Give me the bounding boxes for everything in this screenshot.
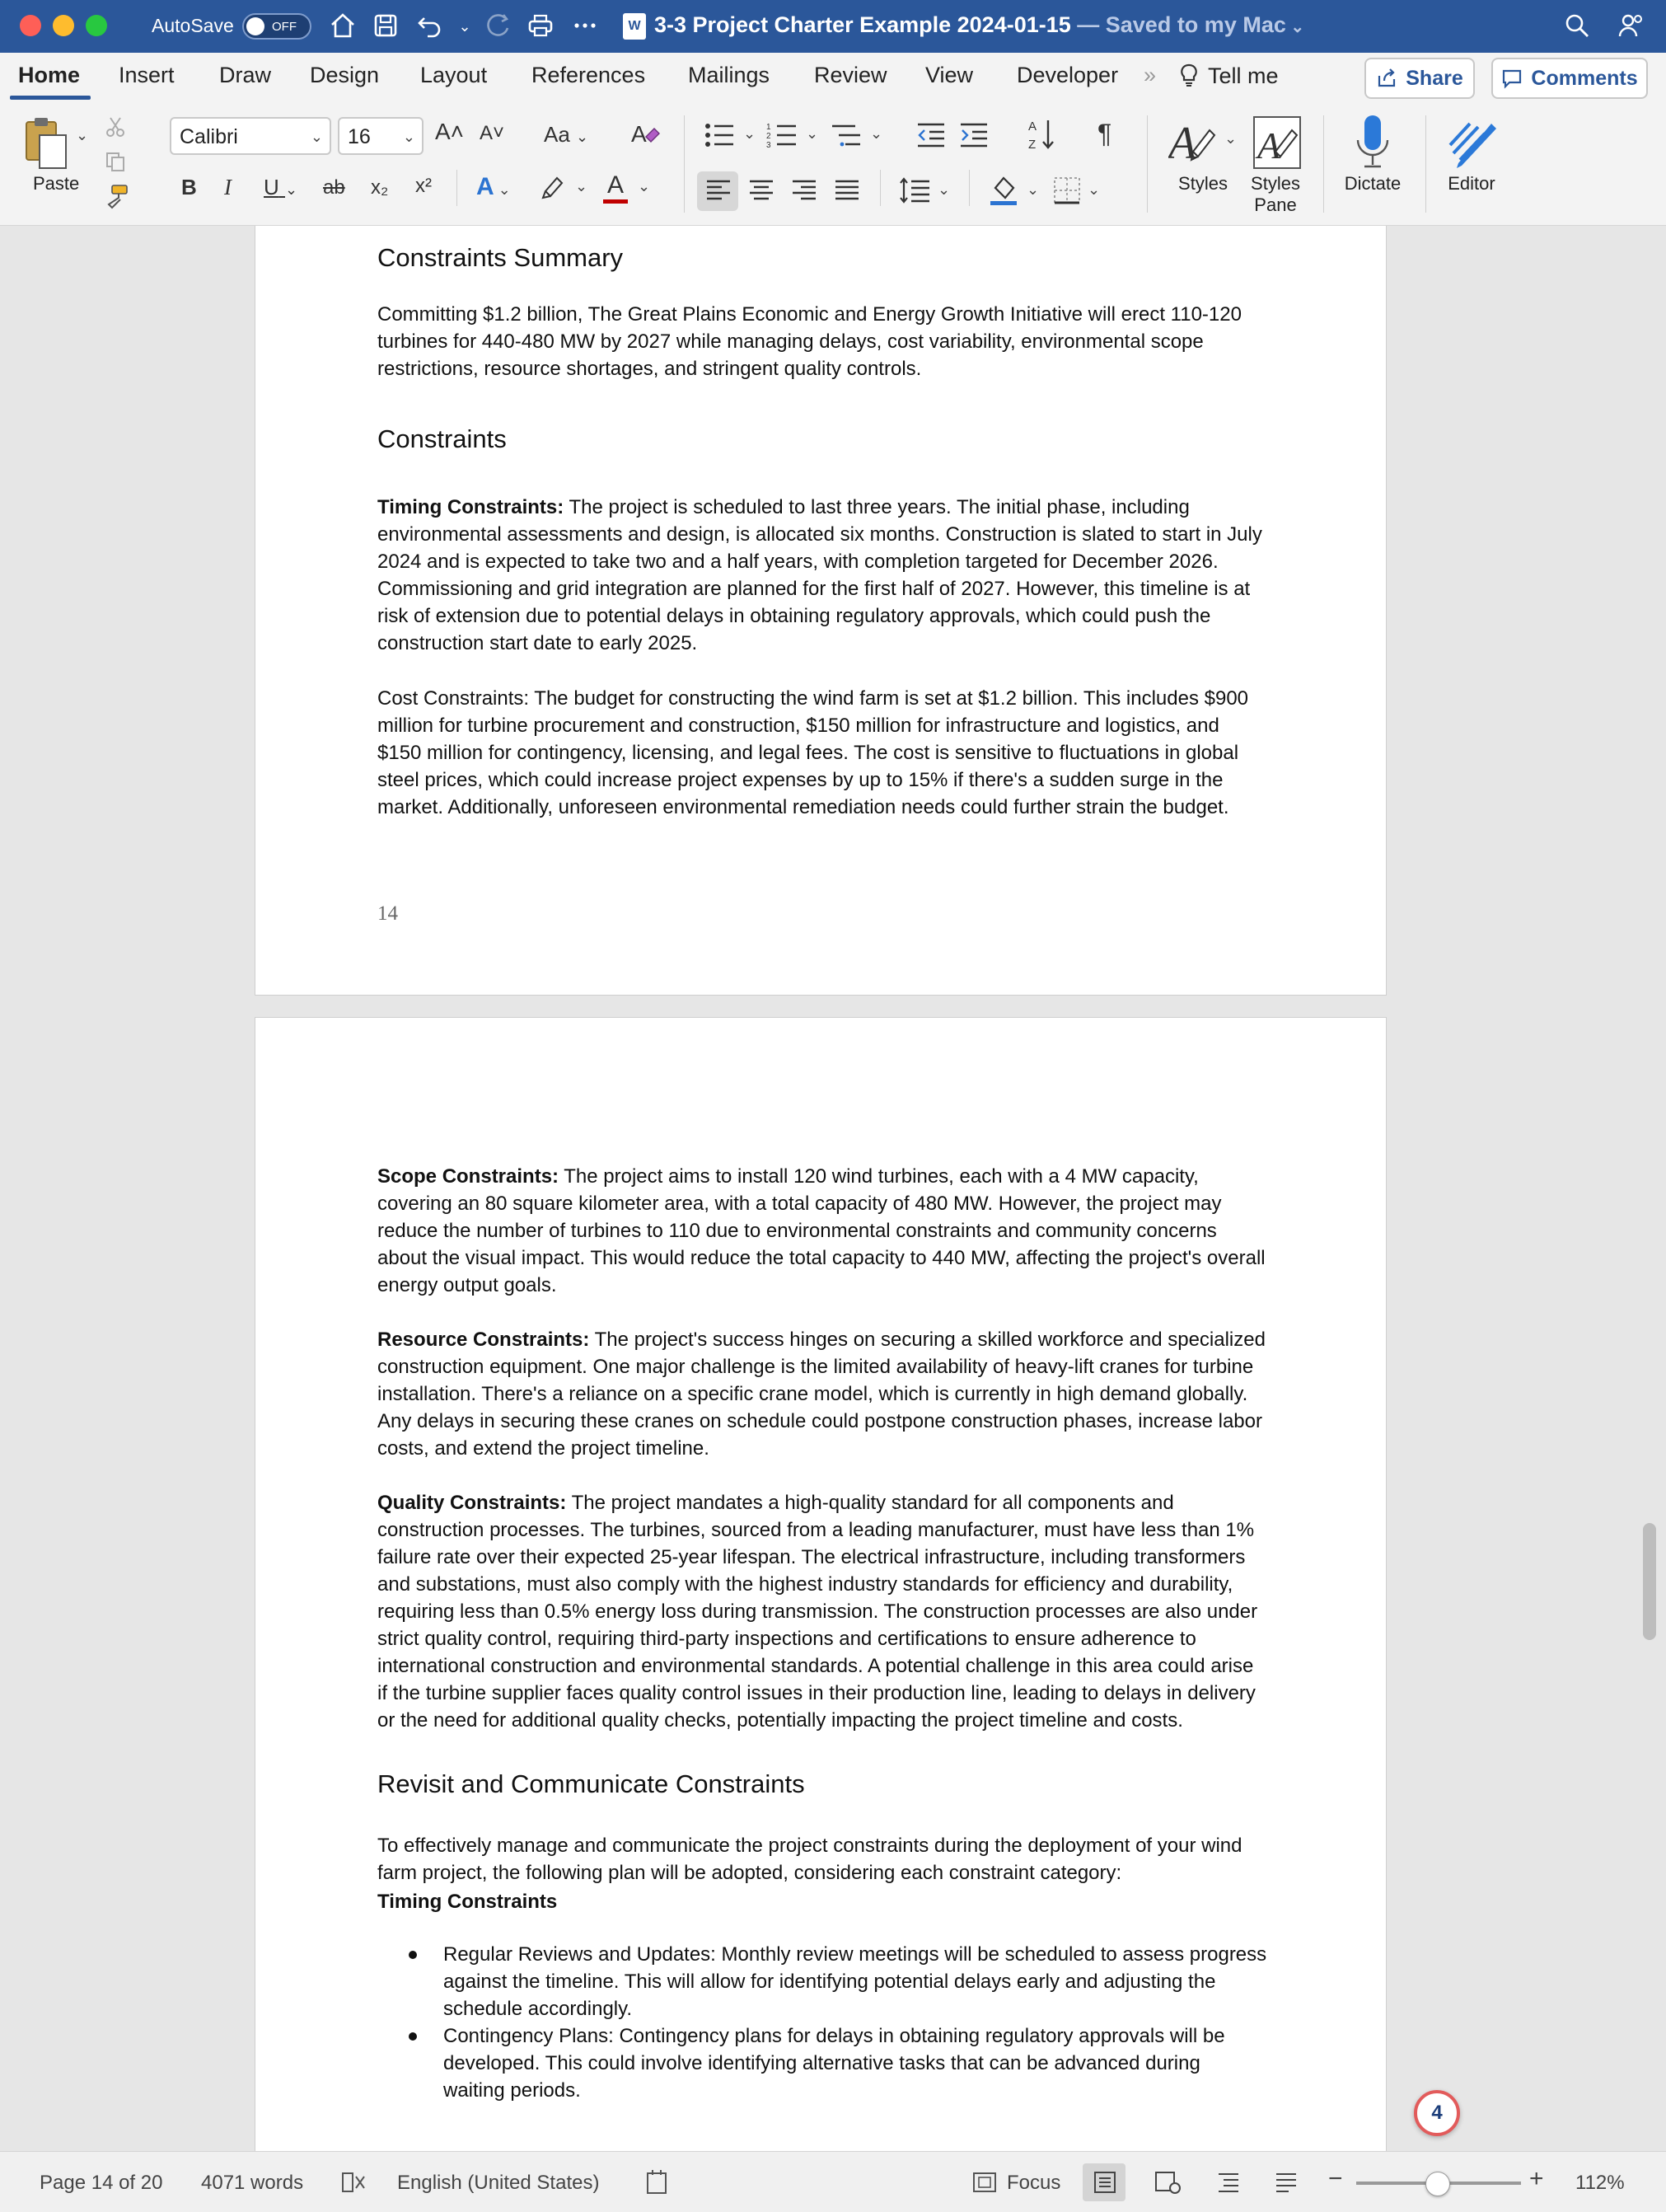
styles-icon[interactable] (1168, 115, 1219, 173)
page-number: 14 (377, 902, 398, 925)
multilevel-dropdown-icon[interactable]: ⌄ (870, 125, 883, 142)
paste-label: Paste (33, 173, 80, 194)
cut-icon[interactable] (104, 115, 127, 138)
undo-icon[interactable] (415, 12, 445, 41)
active-tab-indicator (10, 96, 91, 100)
timing-constraints-subheading: Timing Constraints (377, 1891, 558, 1913)
svg-text:1: 1 (766, 123, 771, 132)
document-page-14[interactable] (255, 226, 1387, 996)
title-chevron-down-icon: ⌄ (1285, 18, 1305, 36)
highlight-icon[interactable] (539, 173, 569, 206)
align-left-icon[interactable] (705, 178, 732, 203)
svg-text:A: A (1168, 118, 1197, 169)
quality-constraints-paragraph (377, 1489, 1267, 1734)
line-spacing-dropdown-icon[interactable]: ⌄ (938, 181, 951, 198)
document-title[interactable] (654, 12, 1304, 38)
chevron-down-icon: ⌄ (285, 181, 298, 198)
zoom-level[interactable]: 112% (1575, 2172, 1625, 2194)
share-button[interactable] (1364, 58, 1475, 99)
grow-font-button[interactable]: A˄ (435, 119, 465, 144)
tab-mailings[interactable]: Mailings (688, 63, 770, 87)
shading-icon[interactable] (989, 173, 1020, 206)
styles-pane-label: Styles Pane (1251, 173, 1300, 215)
chevron-down-icon: ⌄ (494, 181, 511, 198)
divider (456, 170, 457, 206)
web-layout-icon[interactable] (1154, 2170, 1182, 2195)
decrease-indent-icon[interactable] (916, 120, 946, 150)
home-icon[interactable] (328, 12, 358, 41)
lightbulb-icon (1178, 63, 1200, 87)
ribbon-tabs (0, 53, 1666, 102)
divider (1425, 115, 1426, 213)
svg-text:A: A (631, 121, 647, 147)
redo-icon[interactable] (483, 12, 512, 41)
font-name-select[interactable] (170, 117, 331, 155)
search-icon[interactable] (1562, 12, 1592, 41)
scope-constraints-paragraph (377, 1163, 1267, 1299)
more-tabs-chevron-icon[interactable]: » (1144, 63, 1157, 87)
list-item: Regular Reviews and Updates: Monthly review meetings will be scheduled to assess progress against the timeline. This will allow for identifying potential delays early and adjusting the schedule accordingly. (377, 1941, 1267, 2022)
increase-indent-icon[interactable] (959, 120, 989, 150)
tab-draw[interactable]: Draw (219, 63, 272, 87)
outline-view-icon[interactable] (1216, 2170, 1241, 2195)
comments-button[interactable] (1491, 58, 1648, 99)
focus-mode-button[interactable]: Focus (1007, 2172, 1061, 2194)
svg-text:A: A (1257, 124, 1281, 166)
align-right-icon[interactable] (791, 178, 817, 203)
tab-developer[interactable]: Developer (1017, 63, 1119, 87)
autosave-label: AutoSave (152, 15, 234, 36)
chevron-down-icon: ⌄ (310, 129, 323, 145)
svg-text:Z: Z (1028, 138, 1037, 152)
accessibility-icon[interactable] (644, 2168, 671, 2196)
underline-button[interactable] (264, 175, 297, 200)
timing-constraints-text: The project is scheduled to last three years. The initial phase, including environmental assessments and design, is allocated six months. Construction is slated to start in July 2024 and is expected to take two and a half years, with completion targeted for December 2026. Commissioning and grid integration are planned for the first half of 2027. However, this timeline is at risk of extension due to potential delays in obtaining regulatory approvals, which could push the construction start date to early 2025. (377, 496, 1262, 654)
language-indicator[interactable]: English (United States) (397, 2172, 600, 2194)
font-name-value: Calibri (180, 125, 238, 148)
scope-constraints-label: Scope Constraints: (377, 1165, 559, 1188)
justify-icon[interactable] (834, 178, 860, 203)
quality-constraints-label: Quality Constraints: (377, 1492, 567, 1514)
numbering-dropdown-icon[interactable]: ⌄ (806, 125, 819, 142)
shading-dropdown-icon[interactable]: ⌄ (1027, 181, 1040, 198)
draft-view-icon[interactable] (1274, 2170, 1299, 2195)
proofing-icon[interactable] (339, 2170, 367, 2195)
list-item: Contingency Plans: Contingency plans for delays in obtaining regulatory approvals will be developed. This could involve identifying alternative tasks that can be advanced during waiting periods. (377, 2022, 1267, 2104)
line-spacing-icon[interactable] (900, 176, 931, 204)
show-formatting-marks-button[interactable]: ¶ (1097, 119, 1112, 148)
dictate-label: Dictate (1344, 173, 1402, 194)
zoom-out-button[interactable]: − (1328, 2165, 1343, 2192)
timing-constraints-label: Timing Constraints: (377, 496, 564, 518)
resource-constraints-text: The project's success hinges on securing a skilled workforce and specialized construction equipment. One major challenge is the limited availability of heavy-lift cranes for turbine installation. There's a reliance on a specific crane model, which is currently in high demand globally. Any delays in securing these cranes on schedule could postpone construction phases, increase labor costs, and extend the project timeline. (377, 1329, 1266, 1460)
vertical-scrollbar[interactable] (1643, 1523, 1656, 1640)
font-color-dropdown-icon[interactable]: ⌄ (638, 178, 651, 194)
styles-pane-icon[interactable] (1251, 114, 1303, 171)
zoom-in-button[interactable]: + (1529, 2165, 1544, 2192)
word-doc-icon: W (623, 13, 646, 40)
title-bar (0, 0, 1666, 53)
font-size-select[interactable] (338, 117, 424, 155)
highlight-dropdown-icon[interactable]: ⌄ (575, 178, 588, 194)
save-status: — Saved to my Mac (1070, 12, 1286, 37)
font-color-button[interactable]: A (603, 171, 628, 204)
text-effects-button[interactable] (476, 173, 511, 201)
tell-me-label: Tell me (1208, 63, 1279, 88)
shrink-font-button[interactable]: A˅ (480, 122, 505, 144)
copy-icon[interactable] (104, 150, 127, 173)
toggle-knob (246, 17, 264, 35)
scope-constraints-text: The project aims to install 120 wind turbines, each with a 4 MW capacity, covering an 80 square kilometer area, with a total capacity of 480 MW. However, the project may reduce the number of turbines to 110 due to environmental constraints and community concerns about the visual impact. This would reduce the total capacity to 440 MW, affecting the project's overall energy output goals. (377, 1165, 1266, 1296)
word-count[interactable]: 4071 words (201, 2172, 304, 2194)
bullets-icon[interactable] (704, 120, 737, 150)
timing-constraints-paragraph (377, 494, 1267, 657)
tab-layout[interactable]: Layout (420, 63, 488, 87)
paste-icon[interactable] (23, 115, 69, 170)
divider (684, 115, 685, 213)
svg-text:A: A (1028, 120, 1037, 134)
tab-home[interactable]: Home (18, 63, 81, 87)
print-icon[interactable] (526, 12, 555, 41)
bold-button[interactable]: B (181, 175, 197, 199)
window-controls (20, 15, 107, 36)
text-effects-label: A (476, 173, 494, 200)
bullets-dropdown-icon[interactable]: ⌄ (743, 125, 756, 142)
heading-revisit-communicate: Revisit and Communicate Constraints (377, 1769, 805, 1798)
tab-references[interactable]: References (531, 63, 646, 87)
font-size-value: 16 (348, 125, 371, 148)
comment-icon (1501, 68, 1523, 89)
document-page-15[interactable] (255, 1017, 1387, 2151)
editor-icon[interactable] (1445, 114, 1503, 171)
resource-constraints-paragraph (377, 1326, 1267, 1462)
multilevel-list-icon[interactable] (831, 120, 863, 150)
undo-dropdown-icon[interactable]: ⌄ (458, 18, 471, 35)
divider (1147, 115, 1148, 213)
heading-constraints-summary: Constraints Summary (377, 243, 624, 272)
superscript-button[interactable]: x² (415, 175, 432, 197)
resource-constraints-label: Resource Constraints: (377, 1329, 590, 1351)
strikethrough-button[interactable]: ab (323, 176, 345, 199)
share-icon (1376, 68, 1397, 89)
minimize-window-button[interactable] (53, 15, 74, 36)
autosave-state: OFF (272, 20, 297, 34)
chevron-down-icon: ⌄ (402, 129, 415, 145)
microphone-icon[interactable] (1355, 114, 1391, 171)
editor-label: Editor (1448, 173, 1495, 194)
numbering-icon[interactable] (766, 120, 799, 150)
change-case-button[interactable] (544, 122, 588, 148)
subscript-button[interactable]: x₂ (371, 176, 389, 199)
revisit-intro-paragraph: To effectively manage and communicate the project constraints during the deployment of your wind farm project, the following plan will be adopted, considering each constraint category: (377, 1835, 1242, 1884)
svg-text:2: 2 (766, 132, 771, 141)
summary-paragraph: Committing $1.2 billion, The Great Plains Economic and Energy Growth Initiative will erect 110-120 turbines for 440-480 MW by 2027 while managing delays, cost variability, environmental scope restrictions, resource shortages, and stringent quality controls. (377, 303, 1242, 380)
tab-review[interactable]: Review (814, 63, 887, 87)
borders-icon[interactable] (1053, 176, 1081, 204)
timing-constraints-list (377, 1941, 1267, 2104)
paste-dropdown-icon[interactable]: ⌄ (76, 127, 89, 143)
clear-formatting-icon[interactable] (629, 119, 661, 150)
status-bar (0, 2151, 1666, 2212)
tab-view[interactable]: View (925, 63, 974, 87)
zoom-slider-handle[interactable] (1425, 2172, 1450, 2196)
cost-constraints-paragraph: Cost Constraints: The budget for constructing the wind farm is set at $1.2 billion. This includes $900 million for turbine procurement and construction, $150 million for infrastructure and logistics, and $150 million for contingency, licensing, and legal fees. The cost is sensitive to fluctuations in global steel prices, which could increase project expenses by up to 15% if there's a sudden surge in the market. Additionally, unforeseen environmental remediation needs could further strain the budget. (377, 687, 1249, 818)
underline-label: U (264, 175, 279, 199)
chevron-down-icon: ⌄ (576, 129, 589, 145)
tab-design[interactable]: Design (310, 63, 380, 87)
divider (880, 170, 881, 206)
divider (1323, 115, 1324, 213)
styles-label: Styles (1178, 173, 1228, 194)
zoom-window-button[interactable] (86, 15, 107, 36)
heading-constraints: Constraints (377, 424, 507, 453)
sort-icon[interactable] (1027, 117, 1056, 152)
italic-button[interactable]: I (224, 175, 232, 199)
close-window-button[interactable] (20, 15, 41, 36)
quality-constraints-text: The project mandates a high-quality standard for all components and construction processes. The turbines, sourced from a leading manufacturer, must have less than 1% failure rate over their expected 25-year lifespan. The electrical infrastructure, including transformers and substations, must also comply with the highest industry standards for efficiency and durability, requiring less than 0.5% energy loss during transmission. The construction processes are also under strict quality control, requiring third-party inspections and certifications to ensure adherence to international construction and environmental standards. A potential challenge in this area could arise if the turbine supplier faces quality control issues in their production line, leading to delays in delivery or the need for additional quality checks, potentially impacting the project timeline and costs. (377, 1492, 1258, 1732)
share-label: Share (1406, 66, 1463, 90)
tell-me-search[interactable] (1178, 63, 1279, 89)
comments-label: Comments (1531, 66, 1638, 90)
styles-dropdown-icon[interactable]: ⌄ (1224, 130, 1238, 147)
divider (969, 170, 970, 206)
tab-insert[interactable]: Insert (119, 63, 175, 87)
page-count[interactable]: Page 14 of 20 (40, 2172, 163, 2194)
more-options-icon[interactable] (570, 12, 600, 41)
ribbon-home (0, 102, 1666, 226)
notification-badge[interactable]: 4 (1414, 2090, 1460, 2136)
borders-dropdown-icon[interactable]: ⌄ (1088, 181, 1101, 198)
autosave-toggle[interactable] (242, 13, 311, 40)
focus-icon[interactable] (972, 2172, 997, 2193)
align-center-icon[interactable] (748, 178, 775, 203)
account-icon[interactable] (1617, 12, 1646, 41)
print-layout-icon[interactable] (1093, 2170, 1117, 2195)
save-icon[interactable] (371, 12, 400, 41)
format-painter-icon[interactable] (102, 183, 130, 209)
document-canvas[interactable] (0, 226, 1666, 2151)
document-name: 3-3 Project Charter Example 2024-01-15 (654, 12, 1071, 37)
svg-text:3: 3 (766, 141, 771, 150)
change-case-label: Aa (544, 122, 570, 147)
